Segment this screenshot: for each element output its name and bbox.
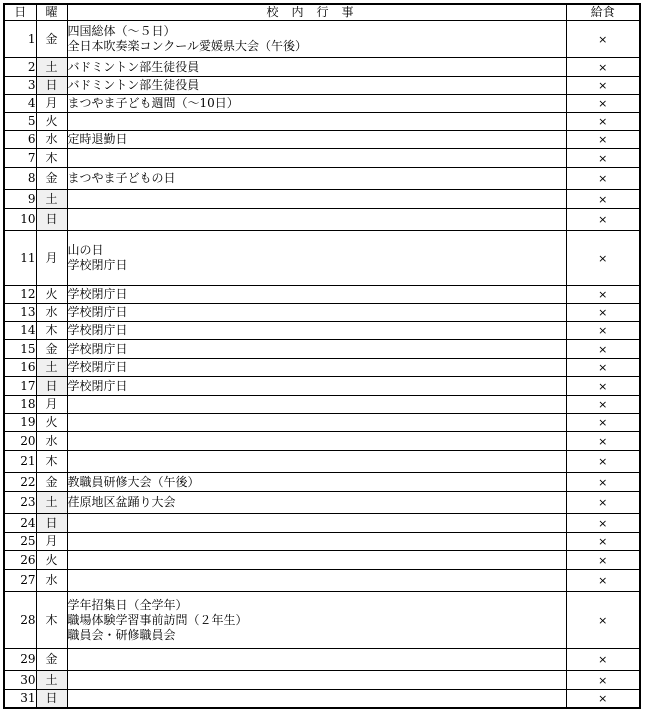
- lunch-cell: ×: [566, 286, 640, 304]
- table-row: [4, 533, 640, 551]
- lunch-cell: ×: [566, 304, 640, 322]
- event-text: 学校閉庁日: [67, 360, 128, 374]
- table-row: [4, 340, 640, 359]
- event-text: 学校閉庁日: [67, 305, 128, 319]
- events-cell: [67, 377, 566, 396]
- lunch-cell: ×: [566, 190, 640, 209]
- lunch-cell: ×: [566, 414, 640, 432]
- table-row: [4, 514, 640, 533]
- day-cell: 2: [4, 58, 36, 77]
- table-row: [4, 649, 640, 671]
- day-cell: 25: [4, 533, 36, 551]
- table-row: [4, 377, 640, 396]
- header-row: [4, 4, 640, 21]
- lunch-cell: ×: [566, 131, 640, 149]
- table-row: [4, 396, 640, 414]
- event-text: 山の日: [67, 243, 104, 257]
- weekday-cell: 日: [36, 77, 67, 95]
- lunch-cell: ×: [566, 322, 640, 340]
- day-cell: 6: [4, 131, 36, 149]
- header-day: 日: [4, 4, 36, 21]
- table-row: [4, 77, 640, 95]
- day-cell: 9: [4, 190, 36, 209]
- lunch-cell: ×: [566, 473, 640, 492]
- weekday-cell: 月: [36, 533, 67, 551]
- weekday-cell: 木: [36, 322, 67, 340]
- weekday-cell: 木: [36, 592, 67, 649]
- table-row: [4, 190, 640, 209]
- event-text: 荏原地区盆踊り大会: [67, 495, 176, 509]
- events-cell: [67, 190, 566, 209]
- lunch-cell: ×: [566, 396, 640, 414]
- event-text: バドミントン部生徒役員: [67, 59, 200, 74]
- lunch-cell: ×: [566, 209, 640, 231]
- day-cell: 1: [4, 21, 36, 58]
- weekday-cell: 金: [36, 168, 67, 190]
- table-row: [4, 671, 640, 690]
- lunch-cell: ×: [566, 377, 640, 396]
- events-cell: [67, 551, 566, 570]
- events-cell: [67, 77, 566, 95]
- event-text: 学校閉庁日: [67, 258, 128, 272]
- day-cell: 11: [4, 231, 36, 286]
- lunch-cell: ×: [566, 671, 640, 690]
- lunch-cell: ×: [566, 514, 640, 533]
- events-cell: [67, 570, 566, 592]
- events-cell: [67, 649, 566, 671]
- events-cell: [67, 492, 566, 514]
- events-cell: [67, 209, 566, 231]
- day-cell: 18: [4, 396, 36, 414]
- event-text: 学校閉庁日: [67, 341, 128, 356]
- lunch-cell: ×: [566, 432, 640, 451]
- events-cell: [67, 113, 566, 131]
- table-row: [4, 58, 640, 77]
- weekday-cell: 土: [36, 359, 67, 377]
- lunch-cell: ×: [566, 58, 640, 77]
- event-text: 職員会・研修職員会: [67, 627, 176, 642]
- weekday-cell: 金: [36, 473, 67, 492]
- table-row: [4, 149, 640, 168]
- day-cell: 16: [4, 359, 36, 377]
- weekday-cell: 火: [36, 113, 67, 131]
- weekday-cell: 土: [36, 58, 67, 77]
- weekday-cell: 水: [36, 570, 67, 592]
- events-cell: [67, 95, 566, 113]
- header-weekday: 曜: [36, 4, 67, 21]
- day-cell: 28: [4, 592, 36, 649]
- events-cell: [67, 592, 566, 649]
- day-cell: 24: [4, 514, 36, 533]
- lunch-cell: ×: [566, 649, 640, 671]
- event-text: 学年招集日（全学年）: [67, 597, 188, 612]
- weekday-cell: 月: [36, 396, 67, 414]
- events-cell: [67, 304, 566, 322]
- table-header: [4, 4, 640, 21]
- events-cell: [67, 231, 566, 286]
- weekday-cell: 木: [36, 451, 67, 473]
- events-cell: [67, 514, 566, 533]
- weekday-cell: 月: [36, 95, 67, 113]
- lunch-cell: ×: [566, 21, 640, 58]
- weekday-cell: 金: [36, 649, 67, 671]
- table-row: [4, 492, 640, 514]
- events-cell: [67, 340, 566, 359]
- lunch-cell: ×: [566, 168, 640, 190]
- events-cell: [67, 168, 566, 190]
- weekday-cell: 金: [36, 21, 67, 58]
- event-text: まつやま子どもの日: [67, 171, 176, 185]
- lunch-cell: ×: [566, 113, 640, 131]
- event-text: 四国総体（～５日）: [67, 24, 176, 38]
- table-row: [4, 131, 640, 149]
- lunch-cell: ×: [566, 570, 640, 592]
- day-cell: 8: [4, 168, 36, 190]
- day-cell: 17: [4, 377, 36, 396]
- lunch-cell: ×: [566, 492, 640, 514]
- table-row: [4, 570, 640, 592]
- event-text: 学校閉庁日: [67, 378, 128, 393]
- weekday-cell: 日: [36, 690, 67, 708]
- day-cell: 5: [4, 113, 36, 131]
- event-text: 職場体験学習事前訪問（２年生）: [67, 612, 248, 627]
- day-cell: 22: [4, 473, 36, 492]
- day-cell: 19: [4, 414, 36, 432]
- day-cell: 21: [4, 451, 36, 473]
- event-text: 学校閉庁日: [67, 287, 128, 301]
- weekday-cell: 水: [36, 432, 67, 451]
- table-body: [4, 21, 640, 708]
- weekday-cell: 水: [36, 304, 67, 322]
- day-cell: 4: [4, 95, 36, 113]
- weekday-cell: 火: [36, 414, 67, 432]
- weekday-cell: 月: [36, 231, 67, 286]
- weekday-cell: 土: [36, 492, 67, 514]
- table-row: [4, 304, 640, 322]
- day-cell: 13: [4, 304, 36, 322]
- events-cell: [67, 451, 566, 473]
- event-text: バドミントン部生徒役員: [67, 78, 200, 92]
- event-text: 定時退勤日: [67, 132, 128, 146]
- table-row: [4, 231, 640, 286]
- table-row: [4, 690, 640, 708]
- header-lunch: 給食: [566, 4, 640, 21]
- table-row: [4, 473, 640, 492]
- table-row: [4, 414, 640, 432]
- weekday-cell: 火: [36, 551, 67, 570]
- lunch-cell: ×: [566, 592, 640, 649]
- table-row: [4, 21, 640, 58]
- table-row: [4, 322, 640, 340]
- table-row: [4, 113, 640, 131]
- weekday-cell: 火: [36, 286, 67, 304]
- day-cell: 3: [4, 77, 36, 95]
- day-cell: 29: [4, 649, 36, 671]
- events-cell: [67, 432, 566, 451]
- table-row: [4, 95, 640, 113]
- day-cell: 31: [4, 690, 36, 708]
- events-cell: [67, 21, 566, 58]
- table-row: [4, 359, 640, 377]
- table-row: [4, 432, 640, 451]
- lunch-cell: ×: [566, 95, 640, 113]
- table-row: [4, 551, 640, 570]
- day-cell: 27: [4, 570, 36, 592]
- lunch-cell: ×: [566, 340, 640, 359]
- lunch-cell: ×: [566, 359, 640, 377]
- day-cell: 20: [4, 432, 36, 451]
- weekday-cell: 日: [36, 209, 67, 231]
- day-cell: 10: [4, 209, 36, 231]
- day-cell: 26: [4, 551, 36, 570]
- day-cell: 15: [4, 340, 36, 359]
- event-text: まつやま子ども週間（～10日）: [67, 96, 239, 110]
- table-row: [4, 168, 640, 190]
- lunch-cell: ×: [566, 533, 640, 551]
- header-events: 校内行事: [67, 4, 566, 21]
- events-cell: [67, 149, 566, 168]
- events-cell: [67, 690, 566, 708]
- weekday-cell: 日: [36, 377, 67, 396]
- day-cell: 12: [4, 286, 36, 304]
- table-row: [4, 592, 640, 649]
- day-cell: 30: [4, 671, 36, 690]
- events-cell: [67, 58, 566, 77]
- lunch-cell: ×: [566, 77, 640, 95]
- lunch-cell: ×: [566, 149, 640, 168]
- events-cell: [67, 396, 566, 414]
- lunch-cell: ×: [566, 551, 640, 570]
- lunch-cell: ×: [566, 451, 640, 473]
- events-cell: [67, 322, 566, 340]
- table-row: [4, 209, 640, 231]
- table-row: [4, 451, 640, 473]
- day-cell: 23: [4, 492, 36, 514]
- events-cell: [67, 359, 566, 377]
- events-cell: [67, 414, 566, 432]
- weekday-cell: 木: [36, 149, 67, 168]
- event-text: 全日本吹奏楽コンクール愛媛県大会（午後）: [67, 39, 308, 53]
- weekday-cell: 水: [36, 131, 67, 149]
- day-cell: 7: [4, 149, 36, 168]
- weekday-cell: 土: [36, 190, 67, 209]
- table-row: [4, 286, 640, 304]
- events-cell: [67, 671, 566, 690]
- event-text: 学校閉庁日: [67, 323, 128, 337]
- weekday-cell: 日: [36, 514, 67, 533]
- day-cell: 14: [4, 322, 36, 340]
- lunch-cell: ×: [566, 231, 640, 286]
- events-cell: [67, 131, 566, 149]
- lunch-cell: ×: [566, 690, 640, 708]
- weekday-cell: 土: [36, 671, 67, 690]
- schedule-table: [3, 3, 641, 709]
- events-cell: [67, 286, 566, 304]
- events-cell: [67, 533, 566, 551]
- event-text: 教職員研修大会（午後）: [67, 474, 200, 489]
- events-cell: [67, 473, 566, 492]
- weekday-cell: 金: [36, 340, 67, 359]
